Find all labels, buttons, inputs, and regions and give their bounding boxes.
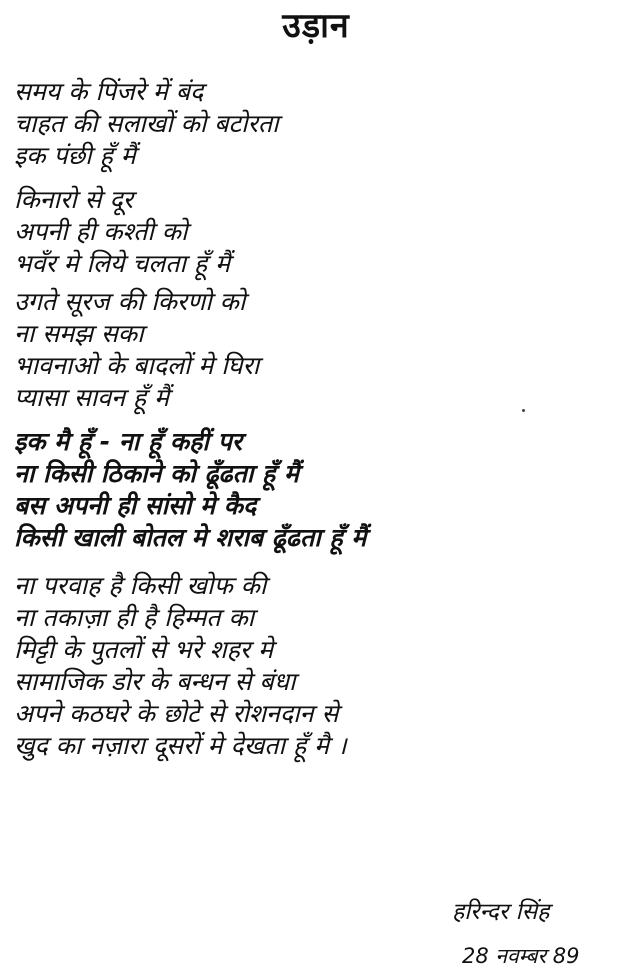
poem-line: उगते सूरज की किरणो को: [14, 287, 246, 316]
poem-line: ना समझ सका: [14, 319, 144, 348]
poem-body: [14, 76, 614, 762]
ink-dot: [522, 409, 525, 412]
stanza: [14, 286, 614, 414]
signature-name: हरिन्दर सिंह: [452, 899, 550, 925]
signature-block: [452, 896, 627, 972]
poem-line: मिट्टी के पुतलों से भरे शहर मे: [14, 635, 274, 664]
poem-line: सामाजिक डोर के बन्धन से बंधा: [14, 667, 296, 696]
poem-line: अपनी ही कश्ती को: [14, 217, 188, 246]
poem-line: भवँर मे लिये चलता हूँ मैं: [14, 249, 231, 278]
stanza: [14, 426, 614, 554]
stanza: [14, 570, 614, 762]
stanza: [14, 184, 614, 280]
poem-line: प्यासा सावन हूँ मैं: [14, 383, 170, 412]
stanza: [14, 76, 614, 172]
signature-date: 28 नवम्बर 89: [462, 944, 580, 968]
poem-line: भावनाओ के बादलों मे घिरा: [14, 351, 260, 380]
poem-line: ना परवाह है किसी खोफ की: [14, 571, 267, 600]
poem-line: ना किसी ठिकाने को ढूँढता हूँ मैं: [14, 459, 299, 488]
poem-line: समय के पिंजरे में बंद: [14, 77, 204, 106]
poem-line: अपने कठघरे के छोटे से रोशनदान से: [14, 699, 339, 728]
poem-line: इक मै हूँ - ना हूँ कहीं पर: [14, 427, 243, 456]
poem-line: ना तकाज़ा ही है हिम्मत का: [14, 603, 255, 632]
poem-line: किसी खाली बोतल मे शराब ढूँढता हूँ मैं: [14, 523, 367, 552]
poem-line: खुद का नज़ारा दूसरों मे देखता हूँ मै ।: [14, 731, 347, 760]
poem-line: इक पंछी हूँ मैं: [14, 141, 136, 170]
poem-line: बस अपनी ही सांसो मे कैद: [14, 491, 257, 520]
poem-line: किनारो से दूर: [14, 185, 134, 214]
poem-title: उड़ान: [282, 6, 350, 46]
poem-line: चाहत की सलाखों को बटोरता: [14, 109, 279, 138]
